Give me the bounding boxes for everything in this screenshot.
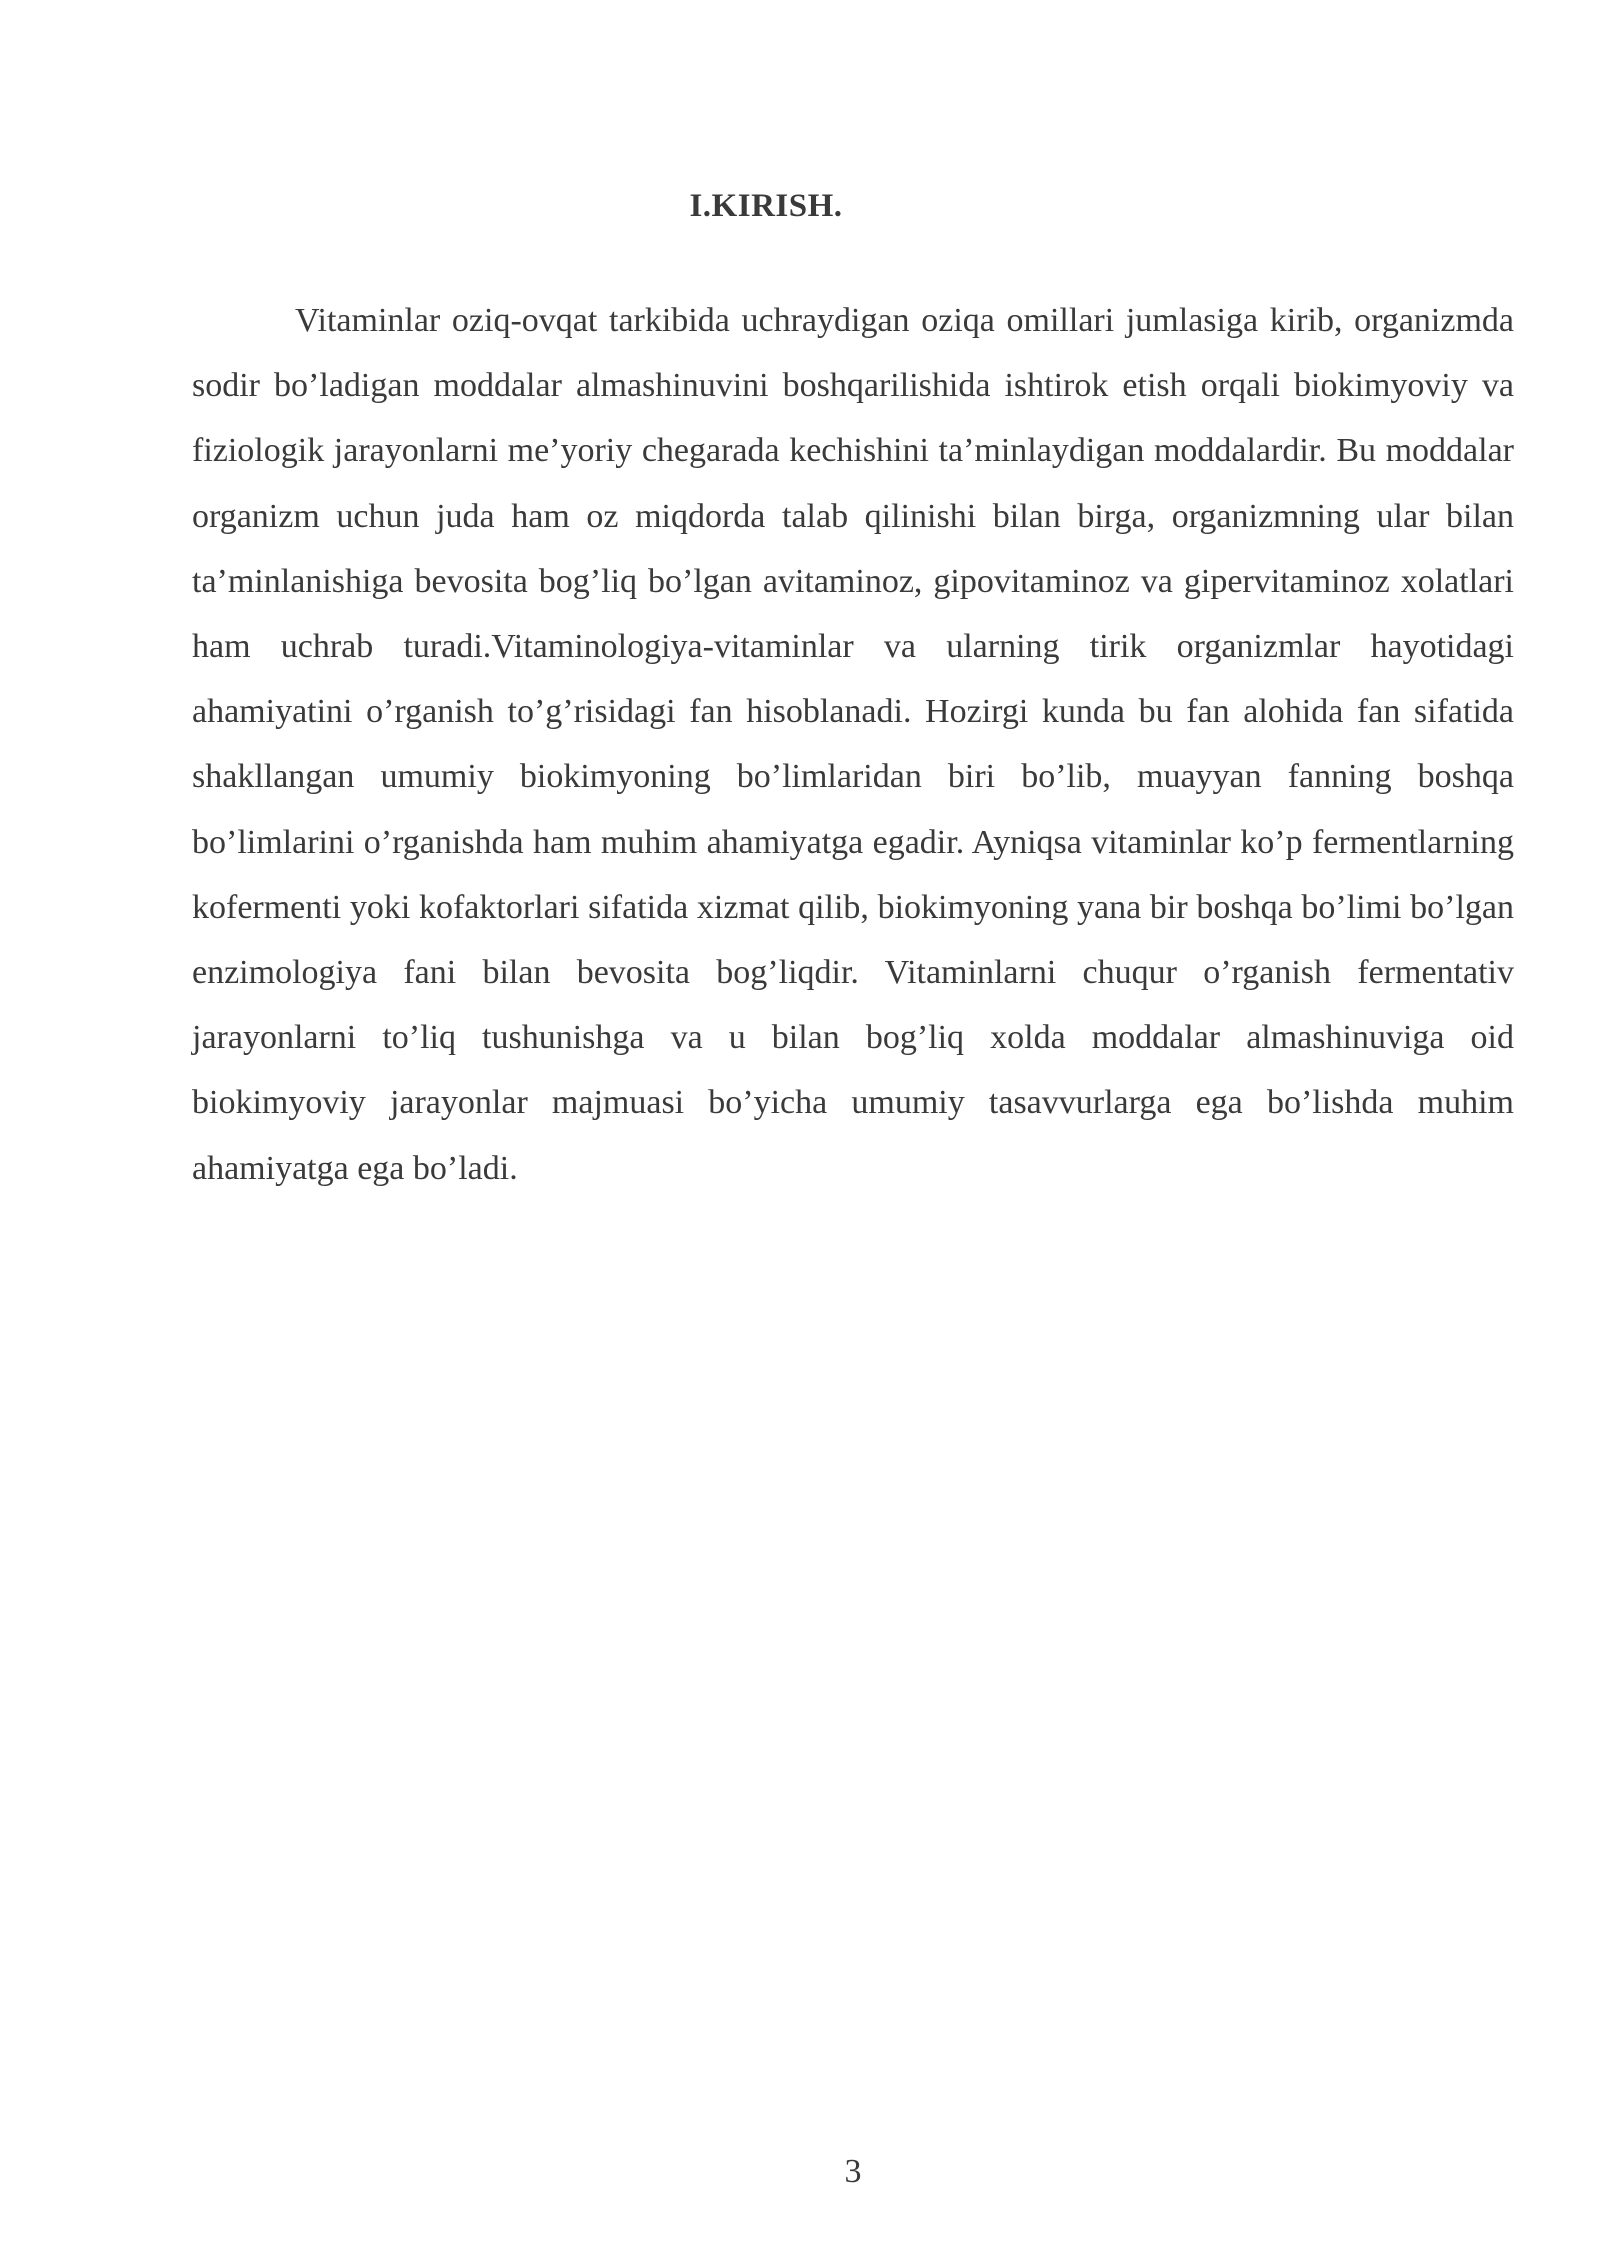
body-paragraph: Vitaminlar oziq-ovqat tarkibida uchraydigan oziqa omillari jumlasiga kirib, organizmda sodir bo’ladigan moddalar almashinuvini boshqarilishida ishtirok etish orqali biokimyoviy va fiziologik jarayonlarni me’yoriy chegarada kechishini ta’minlaydigan moddalardir. Bu moddalar organizm uchun juda ham oz miqdorda talab qilinishi bilan birga, organizmning ular bilan ta’minlanishiga bevosita bog’liq bo’lgan avitaminoz, gipovitaminoz va gipervitaminoz xolatlari ham uchrab turadi.Vitaminologiya-vitaminlar va ularning tirik organizmlar hayotidagi ahamiyatini o’rganish to’g’risidagi fan hisoblanadi. Hozirgi kunda bu fan alohida fan sifatida shakllangan umumiy biokimyoning bo’limlaridan biri bo’lib, muayyan fanning boshqa bo’limlarini o’rganishda ham muhim ahamiyatga egadir. Ayniqsa vitaminlar ko’p fermentlarning kofermenti yoki kofaktorlari sifatida xizmat qilib, biokimyoning yana bir boshqa bo’limi bo’lgan enzimologiya fani bilan bevosita bog’liqdir. Vitaminlarni chuqur o’rganish fermentativ jarayonlarni to’liq tushunishga va u bilan bog’liq xolda moddalar almashinuviga oid biokimyoviy jarayonlar majmuasi bo’yicha umumiy tasavvurlarga ega bo’lishda muhim ahamiyatga ega bo’ladi. xyxy=(192,302,1514,1187)
section-heading: I.KIRISH. xyxy=(689,188,843,224)
page-number: 3 xyxy=(844,2153,862,2190)
